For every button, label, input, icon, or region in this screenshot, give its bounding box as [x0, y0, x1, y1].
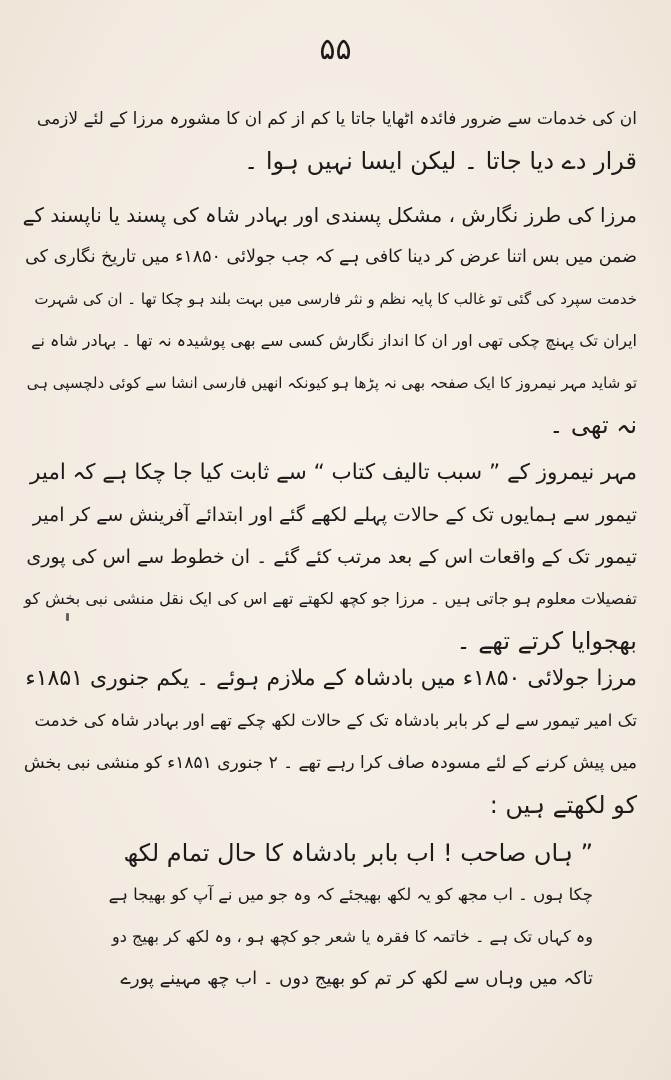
paragraph-4-line-1: مرزا جولائی ۱۸۵۰ء میں بادشاہ کے ملازم ہوئے ۔ یکم جنوری ۱۸۵۱ء: [25, 666, 637, 691]
paragraph-1-line-1: ان کی خدمات سے ضرور فائدہ اٹھایا جاتا یا کم از کم ان کا مشورہ مرزا کے لئے لازمی: [36, 109, 637, 129]
paragraph-2-line-2: ضمن میں بس اتنا عرض کر دینا کافی ہے کہ جب جولائی ۱۸۵۰ء میں تاریخ نگاری کی: [25, 247, 637, 267]
paragraph-3-line-2: تیمور سے ہمایوں تک کے حالات پہلے لکھے گئے اور ابتدائے آفرینش سے کر امیر: [32, 504, 637, 526]
paragraph-4-line-4: کو لکھتے ہیں :: [489, 791, 637, 819]
paragraph-2-line-4: ایران تک پہنچ چکی تھی اور ان کا انداز نگارش کسی سے بھی پوشیدہ نہ تھا ۔ بہادر شاہ نے: [31, 331, 637, 350]
paragraph-3-line-5: بھجوایا کرتے تھے ۔: [456, 627, 637, 655]
paragraph-4-line-3: میں پیش کرنے کے لئے مسودہ صاف کرا رہے تھے ۔ ۲ جنوری ۱۸۵۱ء کو منشی نبی بخش: [23, 753, 637, 773]
quote-line-1: ” ہاں صاحب ! اب بابر بادشاہ کا حال تمام لکھ: [123, 839, 593, 867]
quote-line-2: چکا ہوں ۔ اب مجھ کو یہ لکھ بھیجئے کہ وہ جو میں نے آپ کو بھیجا ہے: [108, 885, 593, 904]
paragraph-3-line-1: مہر نیمروز کے ” سبب تالیف کتاب “ سے ثابت کیا جا چکا ہے کہ امیر: [29, 460, 637, 485]
paragraph-3-line-4: تفصیلات معلوم ہو جاتی ہیں ۔ مرزا جو کچھ لکھتے تھے اس کی ایک نقل منشی نبی بخش کو: [24, 589, 637, 608]
page-number: ۵۵: [319, 32, 352, 67]
paragraph-2-line-1: مرزا کی طرز نگارش ، مشکل پسندی اور بہادر شاہ کی پسند یا ناپسند کے: [22, 203, 637, 227]
print-speck: [66, 613, 69, 621]
quote-line-3: وہ کہاں تک ہے ۔ خاتمہ کا فقرہ یا شعر جو کچھ ہو ، وہ لکھ کر بھیج دو: [112, 927, 593, 946]
paragraph-2-line-6: نہ تھی ۔: [549, 411, 637, 439]
quote-line-4: تاکہ میں وہاں سے لکھ کر تم کو بھیج دوں ۔ اب چھ مہینے پورے: [120, 968, 593, 989]
paragraph-1-line-2: قرار دے دیا جاتا ۔ لیکن ایسا نہیں ہوا ۔: [244, 147, 637, 175]
paragraph-4-line-2: تک امیر تیمور سے لے کر بابر بادشاہ تک کے حالات لکھ چکے تھے اور بہادر شاہ کی خدمت: [34, 711, 637, 730]
paragraph-2-line-5: تو شاید مہر نیمروز کا ایک صفحہ بھی نہ پڑھا ہو کیونکہ انھیں فارسی انشا سے کوئی دلچسپی ہی: [26, 374, 637, 392]
paragraph-2-line-3: خدمت سپرد کی گئی تو غالب کا پایہ نظم و نثر فارسی میں بہت بلند ہو چکا تھا ۔ ان کی شہرت: [34, 290, 637, 308]
paragraph-3-line-3: تیمور تک کے واقعات اس کے بعد مرتب کئے گئے ۔ ان خطوط سے اس کی پوری: [26, 546, 637, 568]
